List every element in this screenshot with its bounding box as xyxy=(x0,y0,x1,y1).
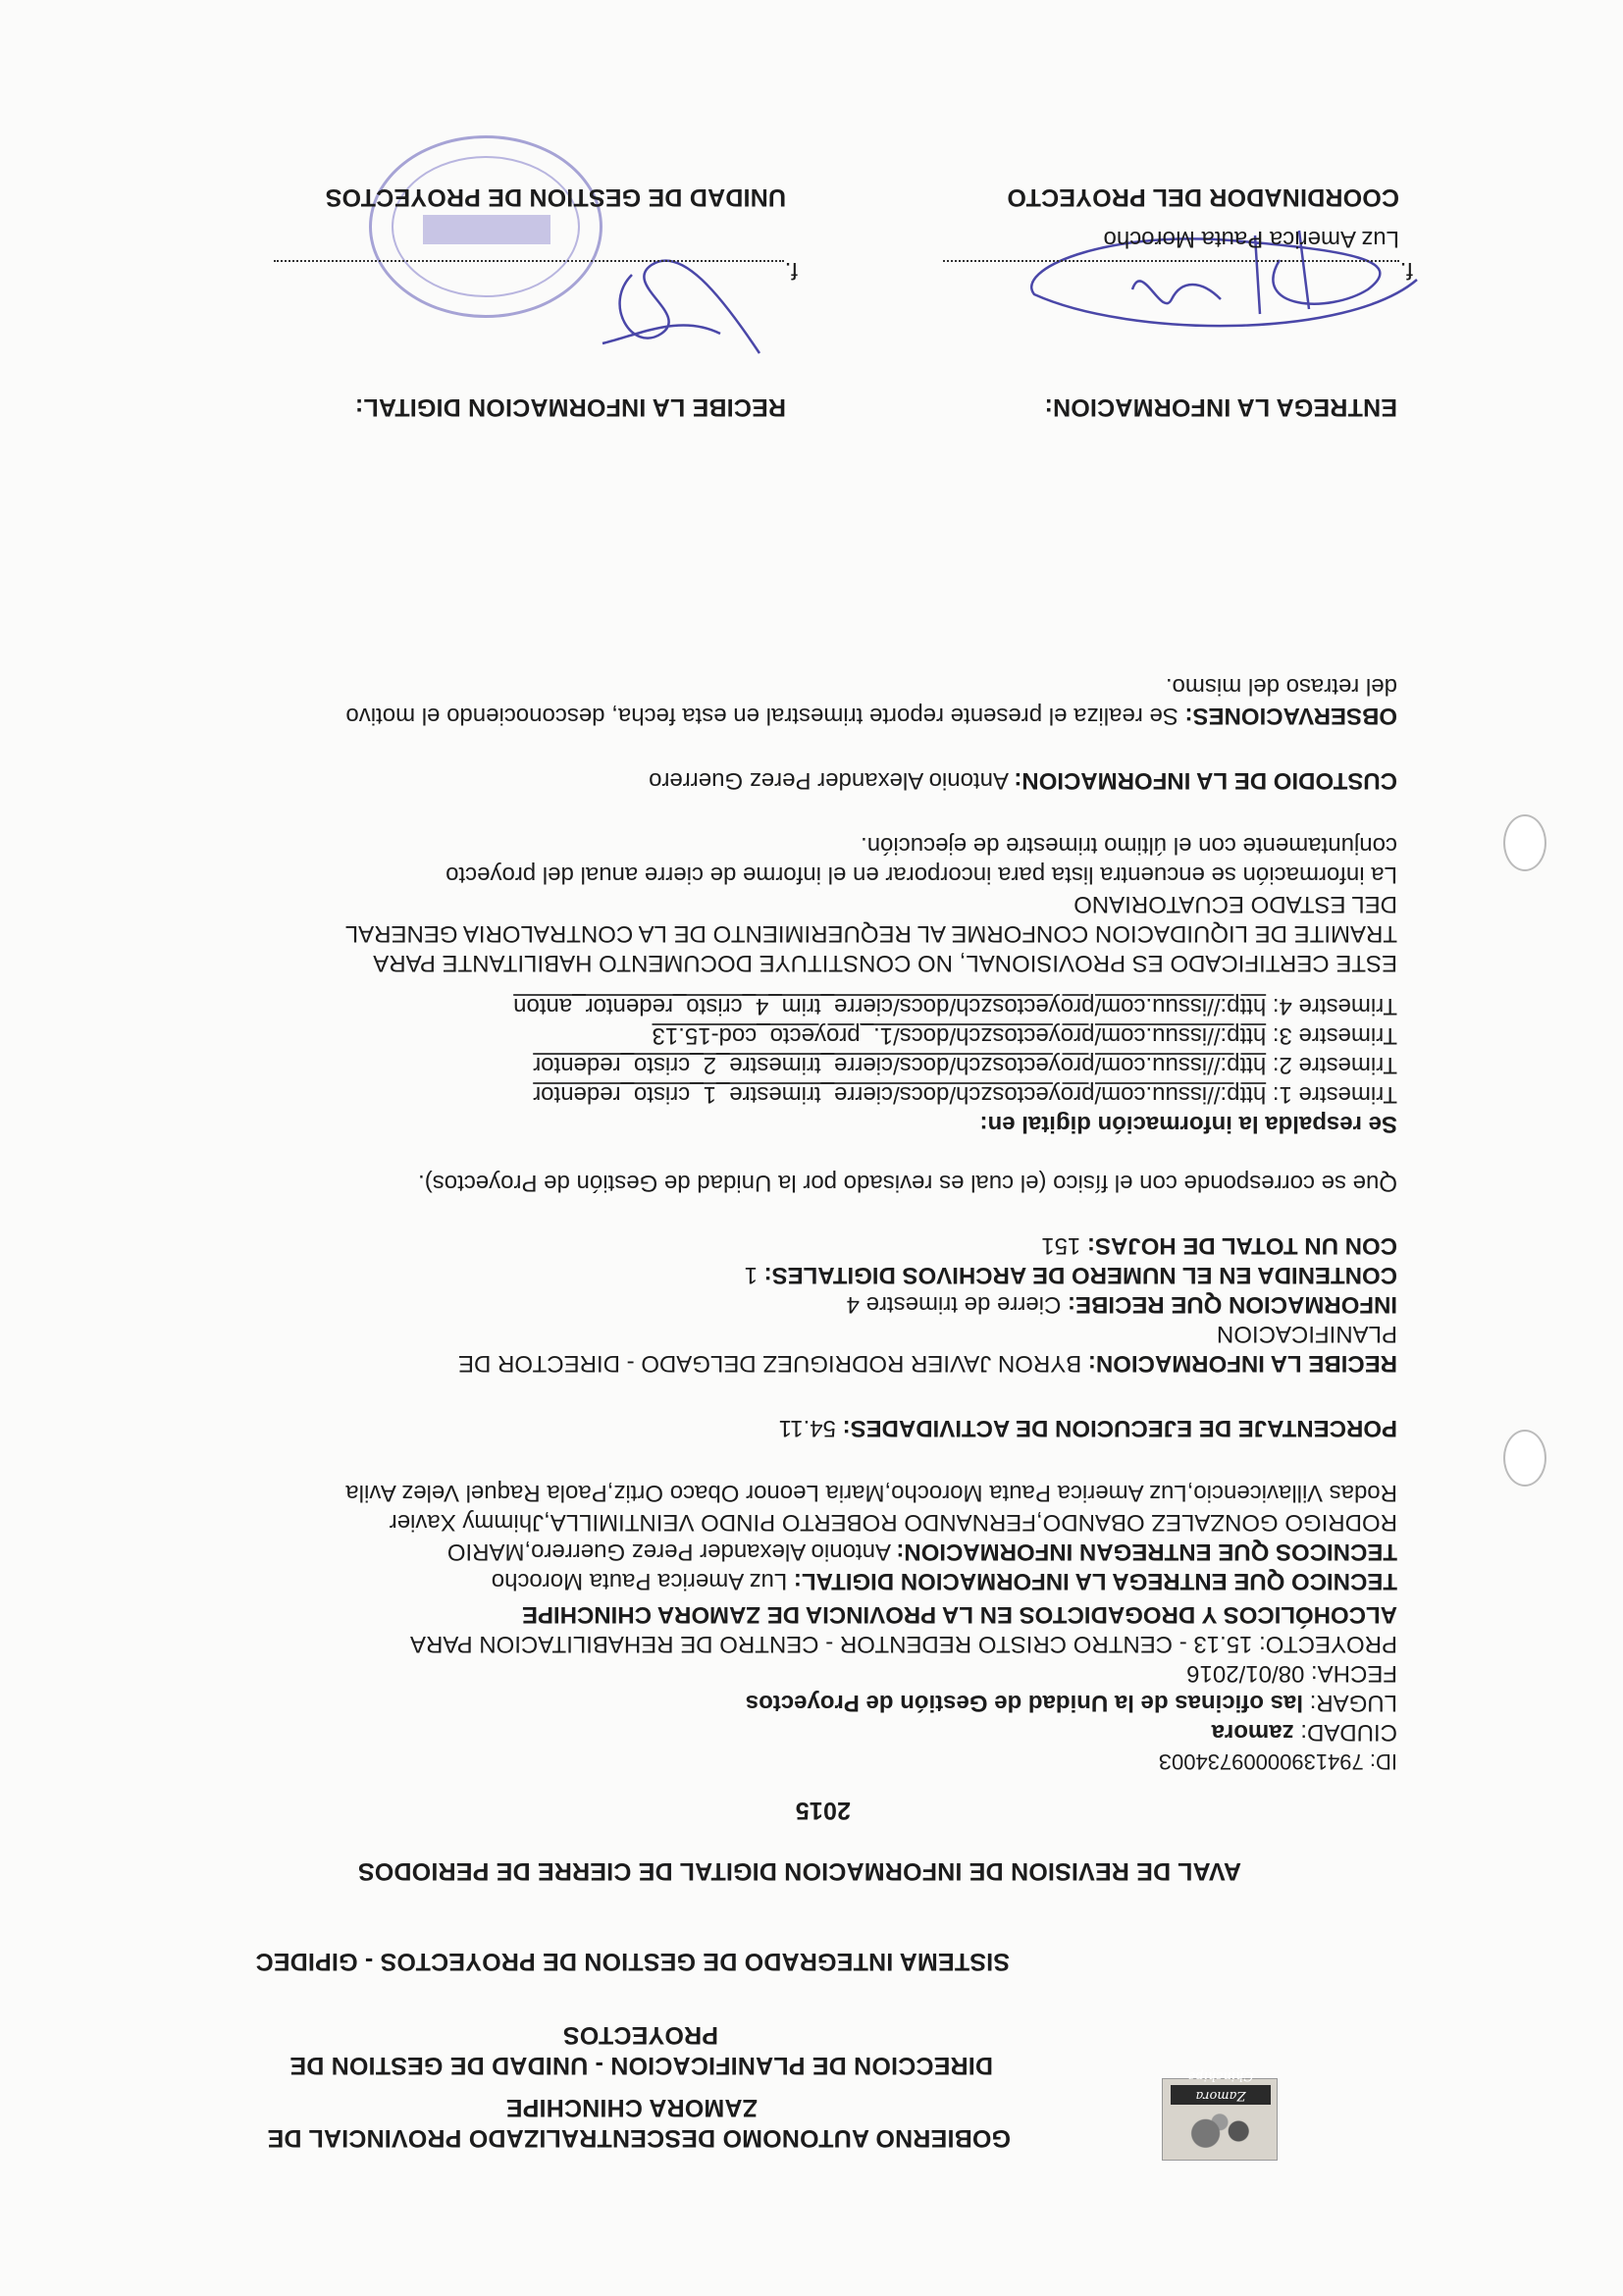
archivos-value: 1 xyxy=(744,1262,764,1288)
tecnicos-line-1: Antonio Alexander Perez Guerrero,MARIO xyxy=(446,1539,897,1565)
logo-text: Zamora Chinchipe xyxy=(1171,2085,1271,2105)
system-name: SISTEMA INTEGRADO DE GESTION DE PROYECTOS - GIPIDEC xyxy=(255,1948,1010,1975)
proyecto-line-1: PROYECTO: 15.13 - CENTRO CRISTO REDENTOR - CENTRO DE REHABILITACION PARA xyxy=(410,1631,1397,1657)
hojas-field xyxy=(190,1230,1397,1260)
observaciones-line-1: Se realiza el presente reporte trimestral en esta fecha, desconociendo el motivo xyxy=(345,703,1185,729)
tecnicos-line-2: RODRIGO GONZALEZ OBANDO,FERNANDO ROBERTO PINDO VEINTIMILLA,Jhimmy Xavier xyxy=(389,1509,1397,1536)
punch-hole xyxy=(1503,814,1546,871)
org-name xyxy=(167,2092,1011,2153)
hojas-value: 151 xyxy=(1041,1232,1087,1259)
logo-art xyxy=(1173,2109,1267,2154)
ciudad-value: zamora xyxy=(1211,1719,1294,1746)
archivos-field xyxy=(190,1260,1397,1289)
corresponde-text: Que se corresponde con el físico (el cual es revisado por la Unidad de Gestión de Proyectos). xyxy=(418,1170,1397,1196)
signature-f-label: f. xyxy=(1399,257,1413,284)
info-label: INFORMACION QUE RECIBE: xyxy=(1068,1291,1397,1318)
certificado-line-5: conjuntamente con el último trimestre de ejecución. xyxy=(861,832,1397,859)
document-year: 2015 xyxy=(795,1797,851,1824)
proyecto-line-2: ALCOHÓLICOS Y DROGADICTOS EN LA PROVINCIA DE ZAMORA CHINCHIPE xyxy=(521,1601,1397,1628)
org-line-2: ZAMORA CHINCHIPE xyxy=(505,2094,758,2121)
signature-f-label: f. xyxy=(784,257,798,284)
trimestre-link[interactable]: http://issuu.com/proyectoszch/docs/cierre_trim_4_cristo_redentor_anton xyxy=(513,993,1267,1019)
tecnico-value: Luz America Pauta Morocho xyxy=(491,1568,794,1594)
porcentaje-label: PORCENTAJE DE EJECUCION DE ACTIVIDADES: xyxy=(842,1415,1397,1441)
trimestre-link[interactable]: http://issuu.com/proyectoszch/docs/cierre_trimestre_1_cristo_redentor xyxy=(533,1081,1267,1108)
observaciones-line-2: del retraso del mismo. xyxy=(1165,673,1397,700)
trimestre-link[interactable]: http://issuu.com/proyectoszch/docs/1._proyecto_cod-15.13 xyxy=(652,1022,1267,1049)
tecnico-label: TECNICO QUE ENTREGA LA INFORMACION DIGITAL: xyxy=(793,1568,1397,1594)
custodio-label: CUSTODIO DE LA INFORMACION: xyxy=(1014,767,1397,794)
trimestre-label: Trimestre 4: xyxy=(1272,993,1397,1019)
official-stamp xyxy=(369,135,602,318)
trimestre-label: Trimestre 3: xyxy=(1272,1022,1397,1049)
record-id: ID: 7941390000973400З xyxy=(1158,1749,1397,1774)
custodio-value: Antonio Alexander Perez Guerrero xyxy=(649,767,1015,794)
tecnicos-line-3: Rodas Villavicencio,Luz America Pauta Morocho,Maria Leonor Obaco Ortiz,Paola Raquel Velez Avila xyxy=(345,1480,1397,1506)
ciudad-field xyxy=(190,1717,1397,1747)
document-body xyxy=(190,671,1397,1776)
dept-line-1: DIRECCION DE PLANIFICACION - UNIDAD DE GESTION DE xyxy=(289,2052,993,2079)
recibe-digital-heading: RECIBE LA INFORMACION DIGITAL: xyxy=(354,393,786,421)
custodio-field xyxy=(190,765,1397,795)
punch-hole xyxy=(1503,1430,1546,1487)
recibe-line-2: PLANIFICACION xyxy=(1216,1321,1397,1347)
hojas-label: CON UN TOTAL DE HOJAS: xyxy=(1086,1232,1397,1259)
lugar-field xyxy=(190,1688,1397,1717)
recibe-line-1: BYRON JAVIER RODRIGUEZ DELGADO - DIRECTOR DE xyxy=(458,1350,1088,1377)
certificado-line-1: ESTE CERTIFICADO ES PROVISIONAL, NO CONSTITUYE DOCUMENTO HABILITANTE PARA xyxy=(373,950,1397,976)
certificado-line-2: TRAMITE DE LIQUIDACION CONFORME AL REQUERIMIENTO DE LA CONTRALORIA GENERAL xyxy=(344,920,1397,947)
certificado-line-3: DEL ESTADO ECUATORIANO xyxy=(1073,891,1397,917)
certificado-notice xyxy=(190,830,1397,977)
trimestre-row xyxy=(190,1020,1397,1050)
certificado-line-4: La información se encuentra lista para incorporar en el informe de cierre anual del proyecto xyxy=(445,861,1397,888)
porcentaje-value: 54.11 xyxy=(778,1415,843,1441)
trimestre-list xyxy=(190,991,1397,1109)
lugar-value: las oficinas de la Unidad de Gestión de Proyectos xyxy=(745,1690,1303,1716)
porcentaje-field xyxy=(190,1413,1397,1442)
stamp-label xyxy=(423,215,550,244)
trimestre-row xyxy=(190,1079,1397,1109)
dept-line-2: PROYECTOS xyxy=(562,2021,718,2049)
unit-signature xyxy=(583,226,779,373)
trimestre-row xyxy=(190,991,1397,1020)
archivos-label: CONTENIDA EN EL NUMERO DE ARCHIVOS DIGITALES: xyxy=(763,1262,1397,1288)
info-field xyxy=(190,1289,1397,1319)
signature-line xyxy=(274,260,784,262)
signature-line xyxy=(943,260,1399,262)
fecha-field: FECHA: 08/01/2016 xyxy=(1186,1660,1397,1687)
lugar-label: LUGAR: xyxy=(1309,1690,1397,1716)
coordinator-title: COORDINADOR DEL PROYECTO xyxy=(1007,183,1399,211)
tecnico-field xyxy=(190,1566,1397,1595)
trimestre-label: Trimestre 1: xyxy=(1272,1081,1397,1108)
recibe-label: RECIBE LA INFORMACION: xyxy=(1087,1350,1397,1377)
tecnicos-field xyxy=(190,1478,1397,1566)
unit-title: UNIDAD DE GESTION DE PROYECTOS xyxy=(325,183,786,211)
trimestre-label: Trimestre 2: xyxy=(1272,1052,1397,1078)
trimestre-link[interactable]: http://issuu.com/proyectoszch/docs/cierre_trimestre_2_cristo_redentor xyxy=(533,1052,1267,1078)
observaciones-field xyxy=(190,671,1397,730)
dept-name xyxy=(169,2019,993,2080)
tecnicos-label: TECNICOS QUE ENTREGAN INFORMACION: xyxy=(896,1539,1397,1565)
observaciones-label: OBSERVACIONES: xyxy=(1184,703,1397,729)
entrega-heading: ENTREGA LA INFORMACION: xyxy=(1044,393,1397,421)
proyecto-field xyxy=(190,1599,1397,1658)
coordinator-name: Luz America Pauta Morocho xyxy=(1103,226,1399,252)
trimestre-row xyxy=(190,1050,1397,1079)
respaldo-heading: Se respalda la información digital en: xyxy=(979,1111,1397,1137)
recibe-field xyxy=(190,1319,1397,1378)
org-line-1: GOBIERNO AUTONOMO DESCENTRALIZADO PROVINCIAL DE xyxy=(267,2124,1011,2152)
province-logo xyxy=(1162,2068,1278,2161)
info-value: Cierre de trimestre 4 xyxy=(846,1291,1068,1318)
ciudad-label: CIUDAD: xyxy=(1300,1719,1397,1746)
document-title: AVAL DE REVISION DE INFORMACION DIGITAL DE CIERRE DE PERIODOS xyxy=(357,1857,1241,1885)
